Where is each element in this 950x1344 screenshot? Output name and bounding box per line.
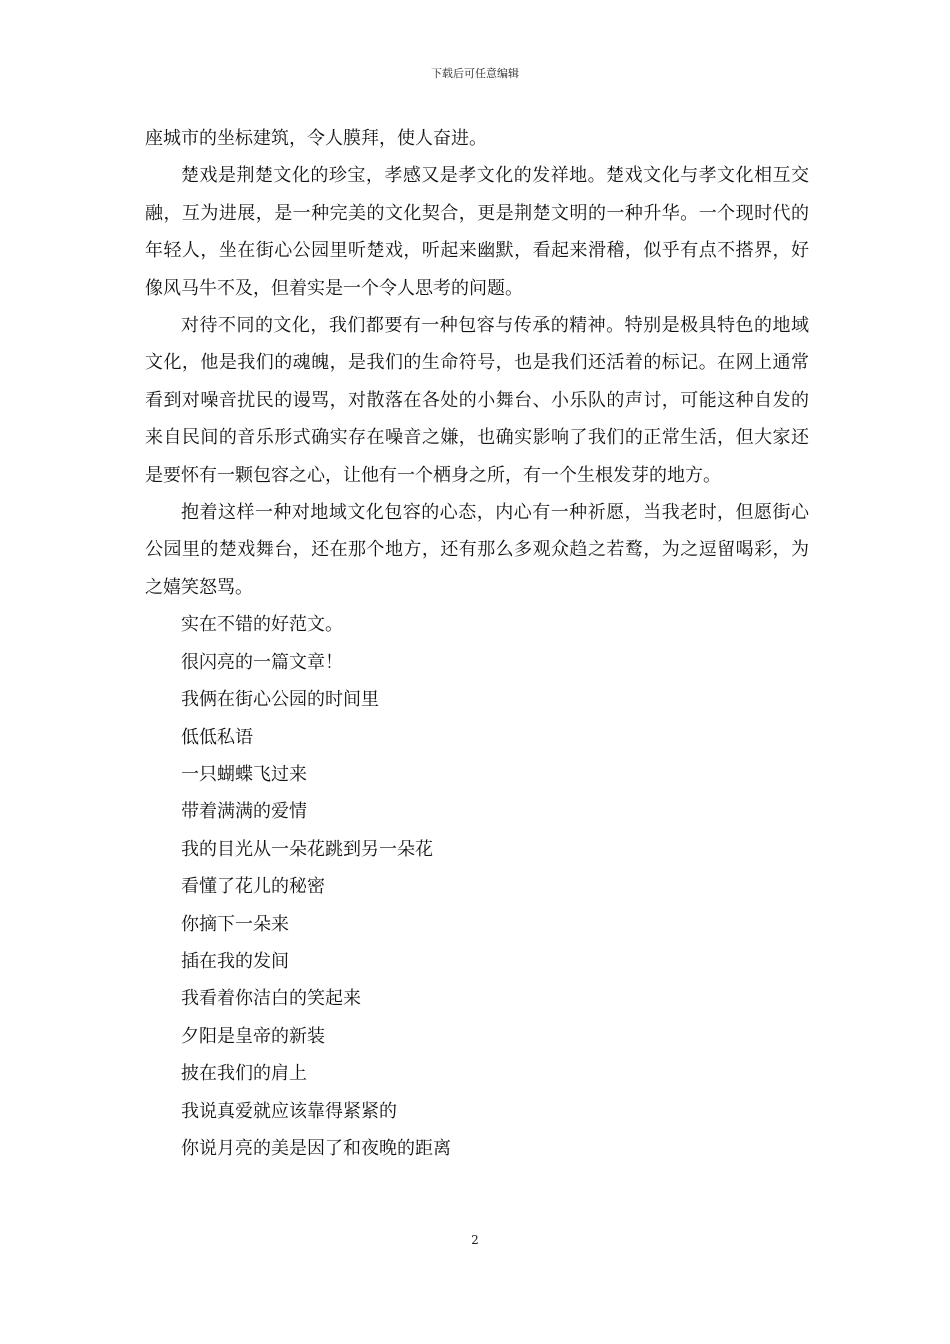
- poem-line: 我俩在街心公园的时间里: [181, 689, 379, 711]
- poem-line: 你说月亮的美是因了和夜晚的距离: [181, 1137, 451, 1159]
- poem-line: 低低私语: [181, 726, 253, 748]
- paragraph-continued: 座城市的坐标建筑，令人膜拜，使人奋进。: [145, 128, 487, 149]
- paragraph: 楚戏是荆楚文化的珍宝，孝感又是孝文化的发祥地。楚戏文化与孝文化相互交融，互为进展，是一种完美的文化契合，更是荆楚文明的一种升华。一个现时代的年轻人，坐在街心公园里听楚戏，听起来幽默，看起来滑稽，似乎有点不搭界，好像风马牛不及，但着实是一个令人思考的问题。: [145, 165, 809, 299]
- poem-line: 我看着你洁白的笑起来: [181, 988, 361, 1010]
- text-line: 很闪亮的一篇文章！: [181, 651, 343, 673]
- paragraph: 抱着这样一种对地域文化包容的心态，内心有一种祈愿，当我老时，但愿街心公园里的楚戏舞台，还在那个地方，还有那么多观众趋之若鹜，为之逗留喝彩，为之嬉笑怒骂。: [145, 502, 809, 598]
- page-footer: [0, 1233, 950, 1247]
- poem-line: 带着满满的爱情: [181, 801, 307, 823]
- poem-line: 插在我的发间: [181, 950, 289, 972]
- poem-line: 你摘下一朵来: [181, 913, 289, 935]
- header-note: 下载后可任意编辑: [431, 67, 519, 80]
- poem-line: 一只蝴蝶飞过来: [181, 763, 307, 785]
- poem-line: 披在我们的肩上: [181, 1063, 307, 1085]
- poem-line: 看懂了花儿的秘密: [181, 876, 325, 898]
- text-line: 实在不错的好范文。: [181, 614, 343, 636]
- page-header: [0, 67, 950, 81]
- paragraph: 对待不同的文化，我们都要有一种包容与传承的精神。特别是极具特色的地域文化，他是我们的魂魄，是我们的生命符号，也是我们还活着的标记。在网上通常看到对噪音扰民的谩骂，对散落在各处的小舞台、小乐队的声讨，可能这种自发的来自民间的音乐形式确实存在噪音之嫌，也确实影响了我们的正常生活，但大家还是要怀有一颗包容之心，让他有一个栖身之所，有一个生根发芽的地方。: [145, 315, 809, 486]
- poem-line: 我的目光从一朵花跳到另一朵花: [181, 838, 433, 860]
- document-body: [145, 120, 809, 1167]
- page-number: 2: [471, 1233, 479, 1247]
- poem-line: 夕阳是皇帝的新装: [181, 1025, 325, 1047]
- poem-line: 我说真爱就应该靠得紧紧的: [181, 1100, 397, 1122]
